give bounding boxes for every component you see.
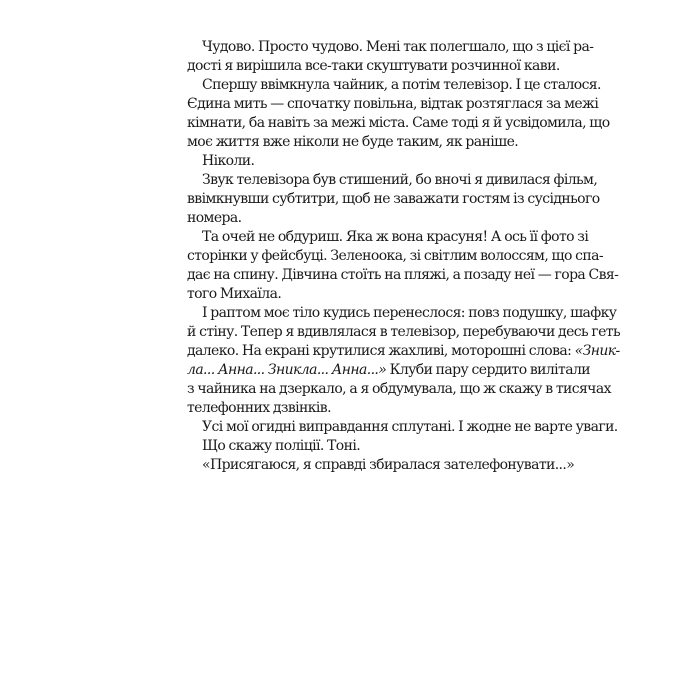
- text-line: І раптом моє тіло кудись перенеслося: повз подушку, шафку: [202, 305, 617, 321]
- text-line: й стіну. Тепер я вдивлялася в телевізор, перебуваючи десь геть: [187, 324, 620, 340]
- paragraph: [172, 152, 528, 171]
- paragraph: [172, 437, 528, 456]
- paragraph: [172, 456, 575, 475]
- text-line: моє життя вже ніколи не буде таким, як раніше.: [187, 134, 519, 150]
- text-line: Єдина мить — спочатку повільна, відтак розтяглася за межі: [187, 96, 599, 112]
- text-line: «Присягаюся, я справді збиралася зателефонувати...»: [202, 457, 575, 473]
- text-line: дості я вирішила все-таки скуштувати розчинної кави.: [187, 58, 560, 74]
- text-line: Усі мої огидні виправдання сплутані. І жодне не варте уваги.: [202, 419, 618, 435]
- paragraph: [172, 76, 610, 152]
- text-line: дає на спину. Дівчина стоїть на пляжі, а позаду неї — гора Свя-: [187, 267, 619, 283]
- text-line: ввімкнувши субтитри, щоб не заважати гостям із сусіднього: [187, 191, 600, 207]
- text-segment: далеко. На екрані крутилися жахливі, моторошні слова:: [187, 343, 572, 359]
- italic-text: ла... Анна... Зникла... Анна...»: [187, 362, 387, 378]
- paragraph: [172, 418, 618, 437]
- text-line: Звук телевізора був стишений, бо вночі я дивилася фільм,: [202, 172, 598, 188]
- text-line: Що скажу поліції. Тоні.: [202, 438, 361, 454]
- text-line: Чудово. Просто чудово. Мені так полегшало, що з цієї ра-: [202, 39, 594, 55]
- text-line: [172, 361, 590, 380]
- paragraph: [172, 171, 600, 228]
- text-line: [172, 342, 620, 361]
- text-line: телефонних дзвінків.: [187, 400, 331, 416]
- paragraph: [172, 304, 620, 418]
- text-line: номера.: [187, 210, 242, 226]
- text-line: сторінки у фейсбуці. Зеленоока, зі світлим волоссям, що спа-: [187, 248, 603, 264]
- italic-text: «Зник-: [574, 343, 620, 359]
- paragraph: [172, 38, 594, 76]
- paragraph: [172, 228, 619, 304]
- text-line: Ніколи.: [202, 153, 255, 169]
- text-line: Спершу ввімкнула чайник, а потім телевізор. І це сталося.: [202, 77, 601, 93]
- text-line: кімнати, ба навіть за межі міста. Саме тоді я й усвідомила, що: [187, 115, 610, 131]
- text-line: з чайника на дзеркало, а я обдумувала, що ж скажу в тисячах: [187, 381, 611, 397]
- book-page: [172, 38, 620, 475]
- text-segment: Клуби пару сердито вилітали: [389, 362, 590, 378]
- text-line: того Михаїла.: [187, 286, 282, 302]
- text-line: Та очей не обдуриш. Яка ж вона красуня! А ось її фото зі: [202, 229, 589, 245]
